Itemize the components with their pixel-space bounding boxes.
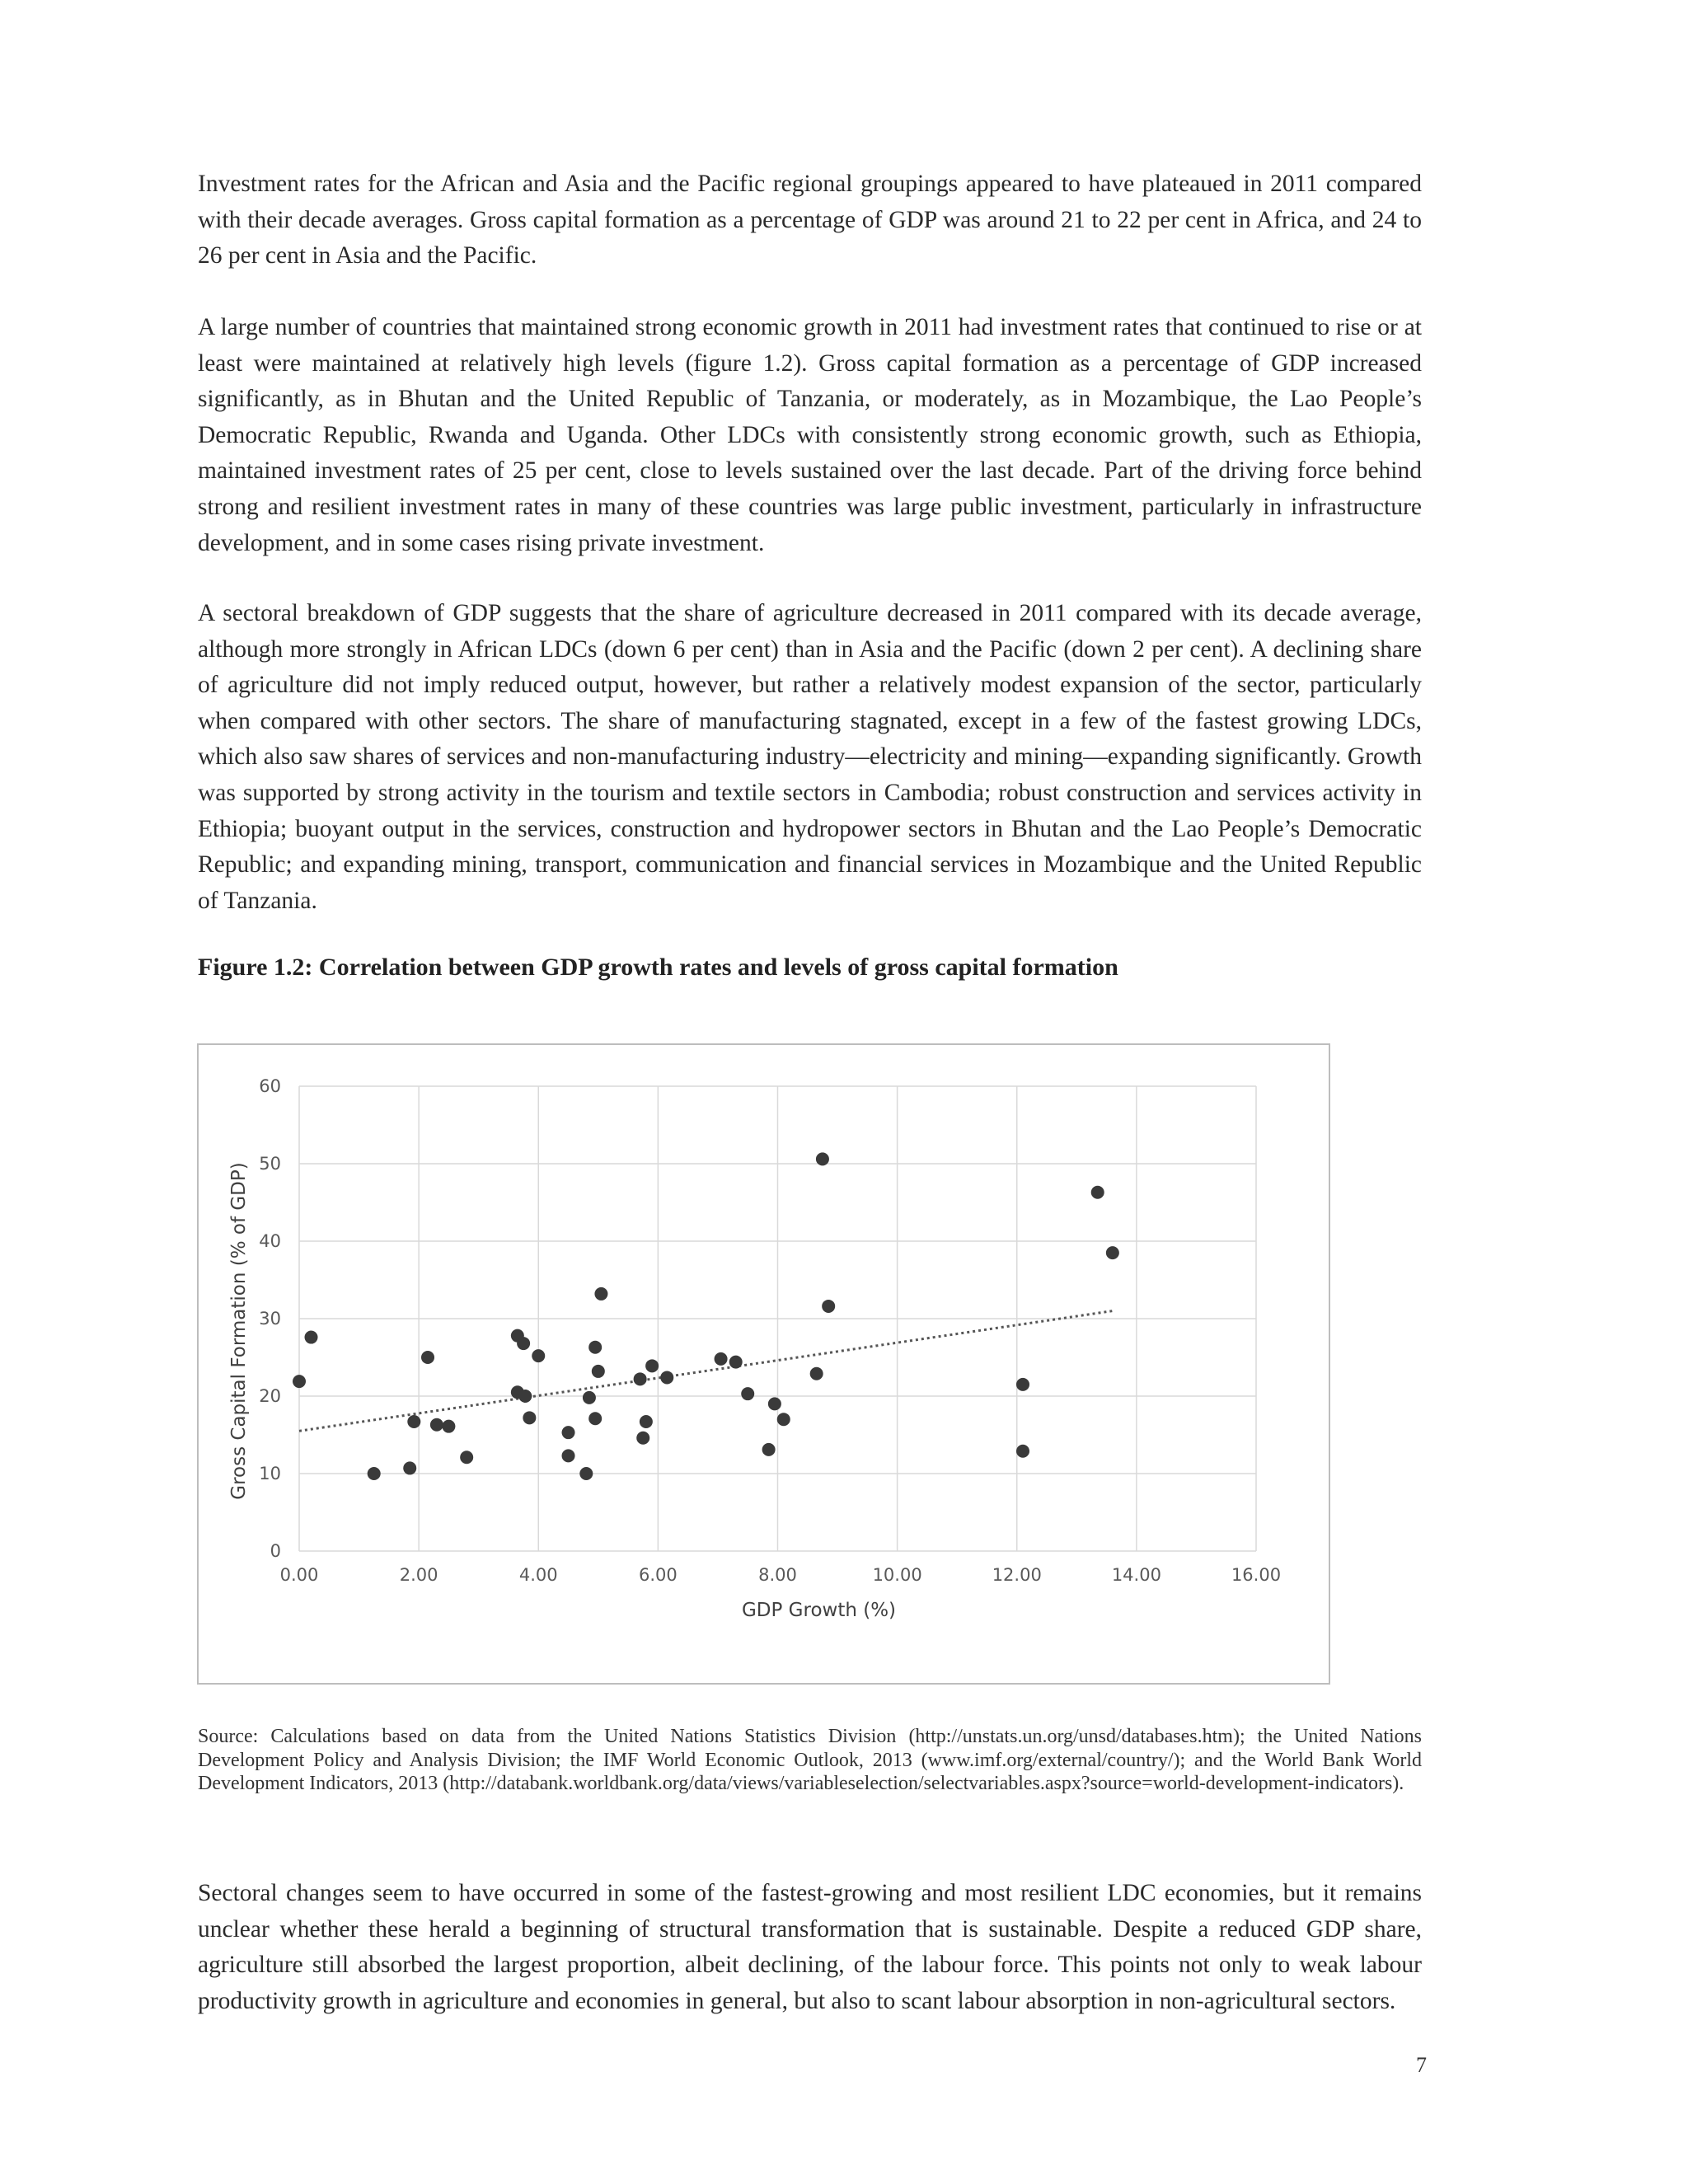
x-tick-label: 4.00 bbox=[518, 1565, 558, 1585]
data-point bbox=[523, 1411, 536, 1424]
data-point bbox=[762, 1443, 776, 1456]
data-point bbox=[1016, 1445, 1029, 1458]
y-tick-label: 30 bbox=[259, 1309, 281, 1329]
data-point bbox=[1091, 1186, 1104, 1199]
data-point bbox=[645, 1359, 659, 1372]
data-point bbox=[588, 1341, 602, 1354]
chart-canvas bbox=[199, 1045, 1329, 1683]
data-point bbox=[777, 1413, 790, 1426]
y-tick-label: 60 bbox=[259, 1076, 281, 1096]
data-point bbox=[583, 1391, 596, 1404]
data-point bbox=[562, 1449, 575, 1462]
data-point bbox=[532, 1349, 545, 1362]
x-tick-label: 6.00 bbox=[638, 1565, 678, 1585]
data-point bbox=[594, 1287, 607, 1301]
data-point bbox=[518, 1390, 532, 1403]
x-tick-label: 12.00 bbox=[992, 1565, 1042, 1585]
x-tick-label: 8.00 bbox=[758, 1565, 797, 1585]
data-point bbox=[1016, 1378, 1029, 1391]
y-tick-label: 0 bbox=[270, 1541, 281, 1561]
data-point bbox=[729, 1356, 743, 1369]
data-point bbox=[588, 1412, 602, 1425]
y-tick-label: 50 bbox=[259, 1154, 281, 1174]
data-point bbox=[1106, 1246, 1119, 1259]
source-note: Source: Calculations based on data from the United Nations Statistics Division (http://unstats.un.org/unsd/databases.htm); the United Nations Development Policy and Analysis Division; the IMF World Economic Outlook, 2013 (www.imf.org/external/country/); and the World Bank World Development Indicators, 2013 (http://databank.worldbank.org/data/views/variableselection/selectvariables.aspx?source=world-development-indicators). bbox=[198, 1726, 1422, 1794]
paragraph-sectoral-changes: Sectoral changes seem to have occurred in some of the fastest-growing and most resilient LDC economies, but it remains unclear whether these herald a beginning of structural transformation that is sustainable. Despite a reduced GDP share, agriculture still absorbed the largest proportion, albeit declining, of the labour force. This points not only to weak labour productivity growth in agriculture and economies in general, but also to scant labour absorption in non-agricultural sectors. bbox=[198, 1880, 1422, 2014]
data-point bbox=[517, 1337, 530, 1350]
x-tick-label: 10.00 bbox=[872, 1565, 922, 1585]
paragraph-strong-growth-countries: A large number of countries that maintained strong economic growth in 2011 had investment rates that continued to rise or at least were maintained at relatively high levels (figure 1.2). Gross capital formation as a percentage of GDP increased significantly, as in Bhutan and the United Republic of Tanzania, or moderately, as in Mozambique, the Lao People’s Democratic Republic, Rwanda and Uganda. Other LDCs with consistently strong economic growth, such as Ethiopia, maintained investment rates of 25 per cent, close to levels sustained over the last decade. Part of the driving force behind strong and resilient investment rates in many of these countries was large public investment, particularly in infrastructure development, and in some cases rising private investment. bbox=[198, 314, 1422, 556]
data-point bbox=[368, 1467, 381, 1480]
page-number: 7 bbox=[1416, 2053, 1427, 2077]
data-point bbox=[592, 1365, 605, 1378]
data-point bbox=[579, 1467, 593, 1480]
y-tick-label: 20 bbox=[259, 1386, 281, 1406]
data-point bbox=[442, 1420, 455, 1433]
y-axis-title: Gross Capital Formation (% of GDP) bbox=[228, 1162, 250, 1500]
data-point bbox=[810, 1367, 823, 1380]
data-point bbox=[816, 1152, 829, 1165]
trendline bbox=[299, 1311, 1113, 1432]
data-point bbox=[634, 1372, 647, 1385]
data-point bbox=[768, 1397, 781, 1410]
data-point bbox=[421, 1351, 434, 1364]
data-point bbox=[715, 1352, 728, 1366]
data-point bbox=[403, 1461, 416, 1474]
data-point bbox=[562, 1426, 575, 1439]
data-point bbox=[741, 1387, 754, 1400]
y-tick-label: 40 bbox=[259, 1231, 281, 1251]
figure-title: Figure 1.2: Correlation between GDP growth rates and levels of gross capital formation bbox=[198, 954, 1118, 981]
paragraph-sectoral-breakdown: A sectoral breakdown of GDP suggests that the share of agriculture decreased in 2011 compared with its decade average, although more strongly in African LDCs (down 6 per cent) than in Asia and the Pacific (down 2 per cent). A declining share of agriculture did not imply reduced output, however, but rather a relatively modest expansion of the sector, particularly when compared with other sectors. The share of manufacturing stagnated, except in a few of the fastest growing LDCs, which also saw shares of services and non-manufacturing industry—electricity and mining—expanding significantly. Growth was supported by strong activity in the tourism and textile sectors in Cambodia; robust construction and services activity in Ethiopia; buoyant output in the services, construction and hydropower sectors in Bhutan and the Lao People’s Democratic Republic; and expanding mining, transport, communication and financial services in Mozambique and the United Republic of Tanzania. bbox=[198, 600, 1422, 914]
data-point bbox=[305, 1331, 318, 1344]
data-point bbox=[636, 1432, 649, 1445]
y-tick-label: 10 bbox=[259, 1464, 281, 1483]
x-tick-label: 14.00 bbox=[1111, 1565, 1161, 1585]
data-point bbox=[460, 1451, 473, 1464]
data-point bbox=[407, 1415, 420, 1428]
paragraph-investment-rates: Investment rates for the African and Asia and the Pacific regional groupings appeared to have plateaued in 2011 compared with their decade averages. Gross capital formation as a percentage of GDP was around 21 to 22 per cent in Africa, and 24 to 26 per cent in Asia and the Pacific. bbox=[198, 171, 1422, 269]
x-axis-title: GDP Growth (%) bbox=[741, 1600, 897, 1621]
x-tick-label: 0.00 bbox=[279, 1565, 319, 1585]
x-tick-label: 2.00 bbox=[399, 1565, 438, 1585]
data-point bbox=[640, 1415, 653, 1428]
data-point bbox=[293, 1375, 306, 1388]
data-point bbox=[660, 1371, 673, 1384]
data-point bbox=[430, 1418, 443, 1432]
data-point bbox=[822, 1300, 835, 1313]
scatter-chart bbox=[197, 1043, 1330, 1685]
x-tick-label: 16.00 bbox=[1231, 1565, 1282, 1585]
